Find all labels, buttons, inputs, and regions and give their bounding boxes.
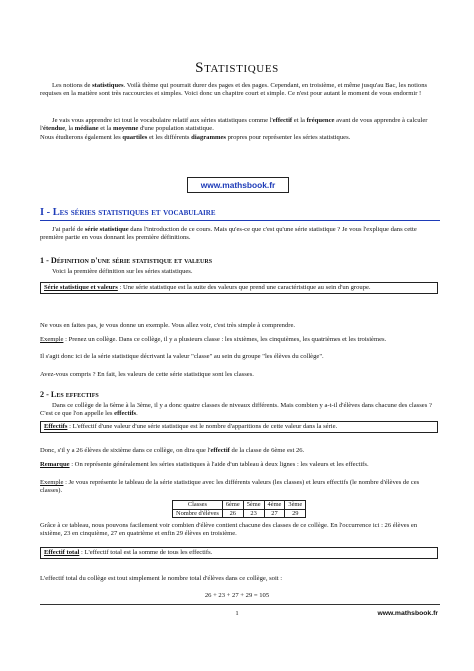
text-run: J'ai parlé de	[52, 226, 85, 233]
definition-box-serie	[40, 282, 438, 294]
definition-box-effectif-total	[40, 547, 438, 559]
definition-term: Série statistique et valeurs	[44, 284, 118, 291]
bold-term: fréquence	[306, 117, 335, 124]
text-run: Grâce à ce tableau, nous pouvons facilement voir combien d'élève contient chacune des classes de ce collège. En l'occurrence ici : 26 élèves en sixième, 23 en cinquième, 27 en quatrième et enfin 29 élèves en troisième.	[40, 522, 418, 538]
sub1-paragraph-4	[40, 371, 440, 379]
text-run: Nous étudierons également les	[40, 134, 123, 141]
text-run: Voici la première définition sur les séries statistiques.	[52, 268, 193, 275]
example-paragraph-1	[40, 336, 440, 344]
example-paragraph-2	[40, 479, 440, 496]
text-run: d'une population statistique.	[138, 125, 214, 133]
definition-term: Effectifs	[44, 423, 68, 430]
page-title: Statistiques	[195, 60, 279, 76]
sub2-paragraph-2	[40, 447, 440, 455]
text-run: .	[136, 410, 138, 418]
text-run: L'effectif total du collège est tout simplement le nombre total d'élèves dans ce collège, soit :	[40, 575, 283, 582]
text-run: Dans ce collège de la 6ème à la 3ème, il y a donc quatre classes de niveaux différents. Mais combien y a-t-il d'élèves dans chacune des classes ? C'est ce que l'on appelle les	[40, 402, 432, 418]
remark-text: : On représente généralement les séries statistiques à l'aide d'un tableau à deux lignes : les valeurs et les effectifs.	[69, 461, 369, 468]
table-cell: 4ème	[264, 501, 285, 510]
bold-term: statistiques	[92, 82, 124, 89]
text-run: propres pour représenter les séries statistiques.	[225, 134, 351, 141]
text-run: Il s'agit donc ici de la série statistique décrivant la valeur "classe" au sein du groupe "les élèves du collège".	[40, 353, 324, 360]
table-cell: 29	[285, 509, 306, 518]
bold-term: étendue	[43, 125, 66, 133]
text-run: et les différents	[147, 134, 192, 141]
definition-text: : Une série statistique est la suite des valeurs que prend une caractéristique au sein d'un groupe.	[117, 284, 371, 291]
table-cell: 6ème	[222, 501, 243, 510]
section-1-rule	[40, 220, 440, 221]
subsection-1-heading: 1 - Définition d'une série statistique et valeurs	[40, 256, 213, 265]
bold-term: effectif	[272, 117, 293, 124]
table-cell: 5ème	[243, 501, 264, 510]
text-run: dans l'introduction de ce cours. Mais qu'es-ce que c'est qu'une série statistique ? Je vous l'explique dans cette première partie en vous donnant les première définitions.	[40, 226, 417, 242]
sub1-paragraph-2	[40, 322, 440, 330]
text-run: Avez-vous compris ? En fait, les valeurs de cette série statistique sont les classes.	[40, 371, 254, 378]
table-cell: Nombre d'élèves	[173, 509, 223, 518]
text-run: Les notions de	[52, 82, 93, 89]
table-cell: 23	[243, 509, 264, 518]
subsection-2-heading: 2 - Les effectifs	[40, 390, 99, 399]
sub2-paragraph-3	[40, 522, 440, 539]
definition-term: Effectif total	[44, 549, 80, 556]
text-run: et la	[98, 125, 114, 133]
bold-term: quartiles	[122, 134, 148, 141]
remark-label: Remarque	[40, 461, 70, 468]
page-number: 1	[235, 610, 239, 617]
example-label: Exemple	[40, 336, 64, 343]
text-run: Je vais vous apprendre ici tout le vocabulaire relatif aux séries statistiques comme l'	[52, 117, 273, 124]
table-row	[173, 509, 306, 518]
bold-term: diagrammes	[191, 134, 226, 141]
remark-paragraph	[40, 461, 440, 469]
table-cell: 26	[222, 509, 243, 518]
equation: 26 + 23 + 27 + 29 = 105	[204, 592, 270, 599]
text-run: avant de vous apprendre à calculer l'	[40, 117, 428, 133]
text-run: et la	[292, 117, 307, 124]
example-text: : Je vous représente le tableau de la série statistique avec les différents valeurs (les classes) et leurs effectifs (le nombre d'élèves de ces classes).	[40, 479, 420, 495]
table-cell: Classes	[173, 501, 223, 510]
example-label: Exemple	[40, 479, 64, 486]
bold-term: moyenne	[113, 125, 139, 133]
definition-box-effectifs	[40, 421, 438, 433]
site-link-box[interactable]: www.mathsbook.fr	[187, 177, 289, 193]
effectifs-table	[172, 500, 306, 518]
text-run: de la classe de 6ème est 26.	[229, 447, 305, 454]
sub1-paragraph-1	[40, 268, 440, 276]
text-run: Ne vous en faites pas, je vous donne un exemple. Vous allez voir, c'est très simple à comprendre.	[40, 322, 296, 329]
intro-paragraph-2	[40, 117, 440, 134]
bold-term: effectif	[210, 447, 230, 454]
sub1-paragraph-3	[40, 353, 440, 361]
sub2-paragraph-4	[40, 575, 440, 583]
bold-term: effectifs	[114, 410, 137, 418]
bold-term: série statistique	[84, 226, 129, 233]
intro-paragraph-3	[40, 134, 440, 142]
example-text: : Prenez un collège. Dans ce collège, il y a plusieurs classe : les sixièmes, les cinquièmes, les quatrièmes et les troisièmes.	[63, 336, 387, 343]
section-1-paragraph	[40, 226, 440, 243]
sub2-paragraph-1	[40, 402, 440, 419]
table-cell: 3ème	[285, 501, 306, 510]
text-run: , la	[65, 125, 75, 133]
definition-text: : L'effectif total est la somme de tous les effectifs.	[79, 549, 213, 556]
text-run: Donc, s'il y a 26 élèves de sixième dans ce collège, on dira que l'	[40, 447, 211, 454]
intro-paragraph-1	[40, 82, 440, 99]
text-run: . Voilà thème qui pourrait durer des pages et des pages. Cependant, en troisième, et même jusqu'au Bac, les notions requises en la matière sont très raccourcies et simples. Voici donc un chapitre court et simple. Ce n'est pour autant le moment de vous endormir !	[40, 82, 428, 98]
table-cell: 27	[264, 509, 285, 518]
bold-term: médiane	[74, 125, 99, 133]
definition-text: : L'effectif d'une valeur d'une série statistique est le nombre d'apparitions de cette valeur dans la série.	[67, 423, 338, 430]
table-row	[173, 501, 306, 510]
footer-site-link[interactable]: www.mathsbook.fr	[377, 610, 438, 617]
footer-rule	[40, 604, 440, 605]
section-1-heading: I - Les séries statistiques et vocabulaire	[40, 207, 216, 218]
